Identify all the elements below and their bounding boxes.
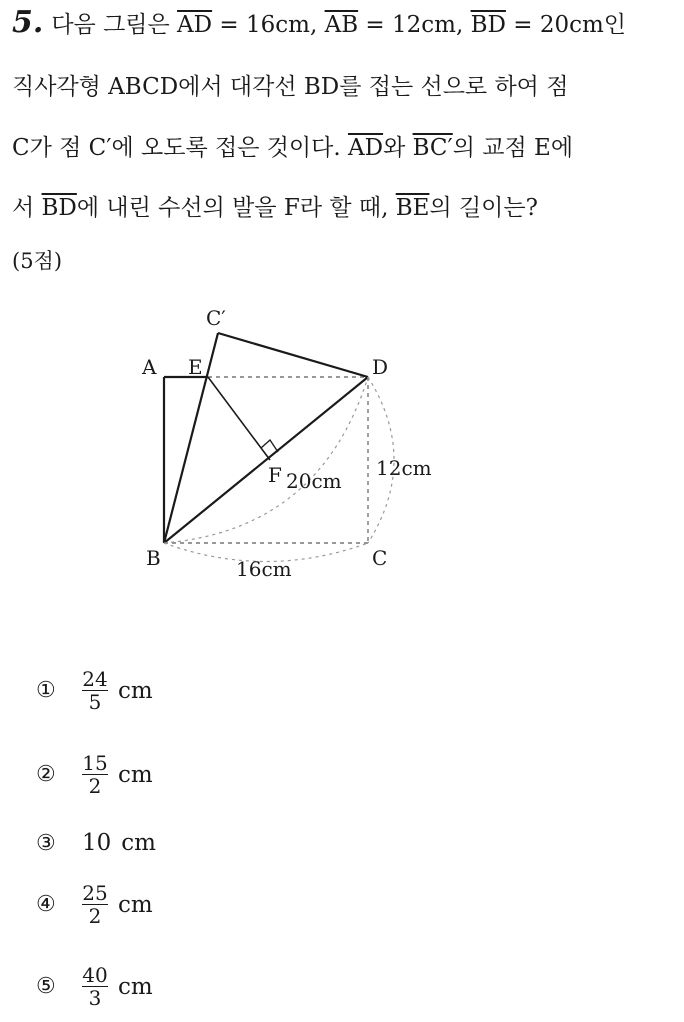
length-bd: 20cm (286, 469, 342, 493)
segment-ad: $\overline{AD}$ (177, 12, 213, 38)
option-marker: ① (36, 678, 56, 703)
question-line-1 (12, 5, 627, 40)
diagonal-bd (164, 377, 368, 543)
unit: cm (118, 761, 153, 788)
option-5[interactable] (36, 964, 153, 1009)
fraction (82, 752, 108, 797)
question-segment: = 20cm인 (505, 12, 627, 38)
length-dc: 12cm (376, 456, 432, 480)
question-number: 5. (12, 5, 44, 40)
option-marker: ③ (36, 830, 56, 856)
question-line-2: 직사각형 ABCD에서 대각선 BD를 접는 선으로 하여 점 (12, 74, 569, 100)
question-line-3 (12, 133, 573, 163)
numerator: 25 (82, 881, 108, 905)
unit: cm (121, 830, 156, 856)
segment-bc-prime: BC′ (412, 135, 453, 161)
denominator: 3 (88, 986, 102, 1010)
segment-be: $\overline{BE}$ (395, 195, 430, 221)
numerator: 40 (82, 963, 108, 987)
folded-rectangle-figure (120, 295, 460, 595)
question-segment: 의 길이는? (429, 195, 538, 221)
denominator: 2 (88, 774, 102, 798)
option-1[interactable] (36, 668, 153, 713)
fraction (82, 668, 108, 713)
unit: cm (118, 973, 153, 1000)
folded-side-c-prime-d (218, 333, 368, 377)
label-c: C (372, 546, 388, 570)
label-c-prime: C′ (206, 306, 226, 330)
segment-ad: $\overline{AD}$ (348, 135, 384, 161)
label-e: E (188, 355, 203, 379)
option-marker: ⑤ (36, 974, 56, 999)
option-marker: ② (36, 762, 56, 787)
question-segment: 와 (383, 135, 413, 161)
label-f: F (268, 463, 282, 487)
option-marker: ④ (36, 892, 56, 917)
question-points: (5점) (12, 249, 63, 273)
segment-bd: $\overline{BD}$ (41, 195, 77, 221)
option-2[interactable] (36, 752, 153, 797)
question-segment: 다음 그림은 (51, 12, 178, 38)
question-segment: = 12cm, (358, 12, 471, 38)
question-segment: 에 내린 수선의 발을 F라 할 때, (76, 195, 396, 221)
question-segment: 의 교점 E에 (452, 135, 574, 161)
denominator: 5 (88, 690, 102, 714)
numerator: 24 (82, 667, 108, 691)
length-bc: 16cm (236, 557, 292, 581)
label-a: A (142, 355, 157, 379)
unit: cm (118, 891, 153, 918)
unit: cm (118, 677, 153, 704)
label-d: D (372, 355, 389, 379)
question-segment: = 16cm, (212, 12, 325, 38)
segment-ab: $\overline{AB}$ (324, 12, 359, 38)
numerator: 15 (82, 751, 108, 775)
option-value: 10 (82, 830, 112, 856)
question-segment: C가 점 C′에 오도록 접은 것이다. (12, 135, 348, 161)
segment-bd: $\overline{BD}$ (470, 12, 506, 38)
option-3[interactable] (36, 830, 156, 856)
option-4[interactable] (36, 882, 153, 927)
fraction (82, 964, 108, 1009)
question-line-4 (12, 193, 538, 223)
question-segment: 서 (12, 195, 42, 221)
fraction (82, 882, 108, 927)
label-b: B (146, 546, 161, 570)
denominator: 2 (88, 904, 102, 928)
